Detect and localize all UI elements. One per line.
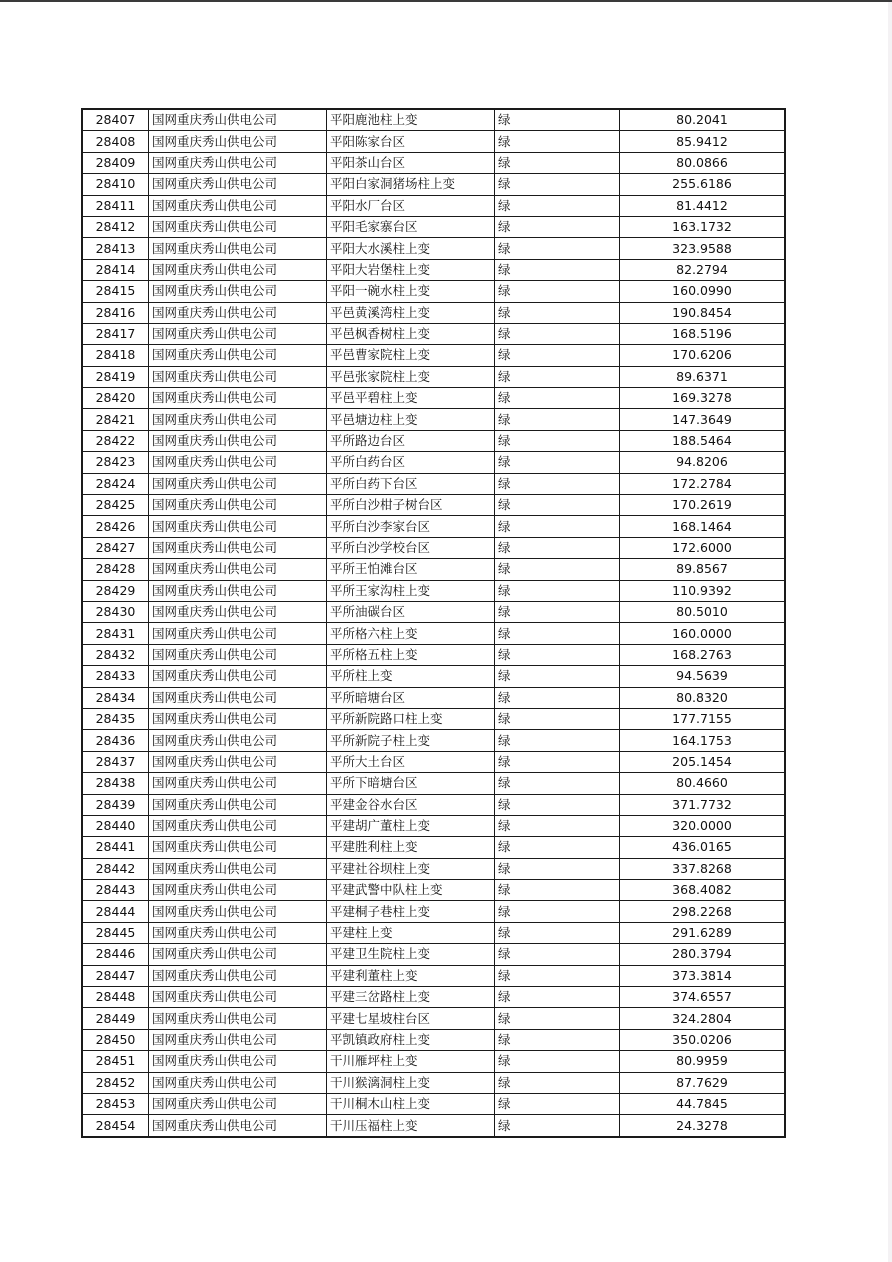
- cell-status-color: 绿: [495, 345, 620, 366]
- data-table: [81, 108, 786, 1138]
- cell-company: 国网重庆秀山供电公司: [149, 815, 327, 836]
- cell-value: 87.7629: [620, 1072, 786, 1093]
- table-row: [82, 773, 785, 794]
- cell-id: 28415: [82, 281, 149, 302]
- cell-value: 168.1464: [620, 516, 786, 537]
- page-right-edge: [888, 2, 892, 1262]
- cell-value: 80.8320: [620, 687, 786, 708]
- cell-status-color: 绿: [495, 259, 620, 280]
- cell-station: 平阳水厂台区: [327, 195, 495, 216]
- cell-status-color: 绿: [495, 152, 620, 173]
- cell-status-color: 绿: [495, 773, 620, 794]
- cell-station: 平建卫生院柱上变: [327, 944, 495, 965]
- cell-value: 89.6371: [620, 366, 786, 387]
- cell-value: 89.8567: [620, 559, 786, 580]
- cell-status-color: 绿: [495, 1008, 620, 1029]
- table-row: [82, 131, 785, 152]
- cell-id: 28447: [82, 965, 149, 986]
- cell-id: 28440: [82, 815, 149, 836]
- table-row: [82, 302, 785, 323]
- cell-value: 373.3814: [620, 965, 786, 986]
- cell-value: 94.8206: [620, 452, 786, 473]
- cell-company: 国网重庆秀山供电公司: [149, 1093, 327, 1114]
- cell-id: 28454: [82, 1115, 149, 1137]
- cell-value: 205.1454: [620, 751, 786, 772]
- cell-company: 国网重庆秀山供电公司: [149, 131, 327, 152]
- table-row: [82, 965, 785, 986]
- cell-station: 平邑黄溪湾柱上变: [327, 302, 495, 323]
- cell-id: 28441: [82, 837, 149, 858]
- table-row: [82, 473, 785, 494]
- cell-value: 168.5196: [620, 323, 786, 344]
- cell-id: 28409: [82, 152, 149, 173]
- cell-id: 28410: [82, 174, 149, 195]
- cell-company: 国网重庆秀山供电公司: [149, 1008, 327, 1029]
- table-row: [82, 880, 785, 901]
- cell-id: 28449: [82, 1008, 149, 1029]
- table-row: [82, 174, 785, 195]
- cell-status-color: 绿: [495, 1115, 620, 1137]
- cell-id: 28452: [82, 1072, 149, 1093]
- cell-id: 28422: [82, 430, 149, 451]
- table-row: [82, 1008, 785, 1029]
- cell-station: 平阳白家洞猪场柱上变: [327, 174, 495, 195]
- cell-value: 81.4412: [620, 195, 786, 216]
- cell-company: 国网重庆秀山供电公司: [149, 858, 327, 879]
- cell-status-color: 绿: [495, 216, 620, 237]
- cell-id: 28439: [82, 794, 149, 815]
- cell-value: 164.1753: [620, 730, 786, 751]
- cell-station: 平邑张家院柱上变: [327, 366, 495, 387]
- cell-id: 28421: [82, 409, 149, 430]
- cell-status-color: 绿: [495, 174, 620, 195]
- cell-station: 平所路边台区: [327, 430, 495, 451]
- table-row: [82, 109, 785, 131]
- cell-id: 28433: [82, 666, 149, 687]
- table-row: [82, 580, 785, 601]
- cell-status-color: 绿: [495, 987, 620, 1008]
- cell-station: 平建利董柱上变: [327, 965, 495, 986]
- cell-value: 170.6206: [620, 345, 786, 366]
- cell-station: 平建胡广董柱上变: [327, 815, 495, 836]
- cell-status-color: 绿: [495, 1051, 620, 1072]
- table-row: [82, 152, 785, 173]
- cell-station: 平所王家沟柱上变: [327, 580, 495, 601]
- cell-value: 368.4082: [620, 880, 786, 901]
- cell-status-color: 绿: [495, 109, 620, 131]
- table-row: [82, 409, 785, 430]
- cell-status-color: 绿: [495, 430, 620, 451]
- cell-company: 国网重庆秀山供电公司: [149, 345, 327, 366]
- cell-company: 国网重庆秀山供电公司: [149, 259, 327, 280]
- table-row: [82, 259, 785, 280]
- cell-id: 28407: [82, 109, 149, 131]
- table-row: [82, 366, 785, 387]
- cell-station: 平建金谷水台区: [327, 794, 495, 815]
- table-row: [82, 452, 785, 473]
- cell-company: 国网重庆秀山供电公司: [149, 537, 327, 558]
- cell-id: 28416: [82, 302, 149, 323]
- cell-id: 28431: [82, 623, 149, 644]
- cell-status-color: 绿: [495, 473, 620, 494]
- cell-station: 干川压福柱上变: [327, 1115, 495, 1137]
- cell-status-color: 绿: [495, 815, 620, 836]
- table-row: [82, 323, 785, 344]
- cell-station: 平所王怕滩台区: [327, 559, 495, 580]
- cell-station: 平所暗塘台区: [327, 687, 495, 708]
- table-row: [82, 644, 785, 665]
- table-row: [82, 559, 785, 580]
- table-row: [82, 1072, 785, 1093]
- cell-status-color: 绿: [495, 1093, 620, 1114]
- table-row: [82, 623, 785, 644]
- table-row: [82, 815, 785, 836]
- cell-station: 平阳鹿池柱上变: [327, 109, 495, 131]
- cell-company: 国网重庆秀山供电公司: [149, 623, 327, 644]
- cell-station: 平建武警中队柱上变: [327, 880, 495, 901]
- cell-value: 80.9959: [620, 1051, 786, 1072]
- cell-id: 28420: [82, 388, 149, 409]
- cell-value: 172.6000: [620, 537, 786, 558]
- table-row: [82, 601, 785, 622]
- cell-company: 国网重庆秀山供电公司: [149, 644, 327, 665]
- cell-value: 94.5639: [620, 666, 786, 687]
- table-row: [82, 708, 785, 729]
- cell-company: 国网重庆秀山供电公司: [149, 216, 327, 237]
- cell-company: 国网重庆秀山供电公司: [149, 409, 327, 430]
- cell-station: 平邑曹家院柱上变: [327, 345, 495, 366]
- cell-status-color: 绿: [495, 537, 620, 558]
- page-top-border: [0, 0, 892, 2]
- cell-company: 国网重庆秀山供电公司: [149, 965, 327, 986]
- cell-company: 国网重庆秀山供电公司: [149, 794, 327, 815]
- table-row: [82, 687, 785, 708]
- cell-value: 291.6289: [620, 922, 786, 943]
- cell-status-color: 绿: [495, 388, 620, 409]
- cell-company: 国网重庆秀山供电公司: [149, 238, 327, 259]
- cell-id: 28430: [82, 601, 149, 622]
- cell-station: 平建七星坡柱台区: [327, 1008, 495, 1029]
- cell-id: 28417: [82, 323, 149, 344]
- table-row: [82, 1093, 785, 1114]
- cell-status-color: 绿: [495, 452, 620, 473]
- table-row: [82, 216, 785, 237]
- cell-station: 平所新院路口柱上变: [327, 708, 495, 729]
- cell-station: 平阳大水溪柱上变: [327, 238, 495, 259]
- cell-value: 172.2784: [620, 473, 786, 494]
- cell-value: 82.2794: [620, 259, 786, 280]
- cell-company: 国网重庆秀山供电公司: [149, 302, 327, 323]
- table-row: [82, 281, 785, 302]
- cell-status-color: 绿: [495, 323, 620, 344]
- cell-status-color: 绿: [495, 281, 620, 302]
- cell-station: 平所白沙学校台区: [327, 537, 495, 558]
- cell-status-color: 绿: [495, 880, 620, 901]
- cell-status-color: 绿: [495, 644, 620, 665]
- cell-id: 28414: [82, 259, 149, 280]
- cell-value: 160.0000: [620, 623, 786, 644]
- table-row: [82, 430, 785, 451]
- cell-id: 28424: [82, 473, 149, 494]
- cell-status-color: 绿: [495, 238, 620, 259]
- cell-company: 国网重庆秀山供电公司: [149, 1029, 327, 1050]
- cell-station: 平所格五柱上变: [327, 644, 495, 665]
- cell-value: 170.2619: [620, 495, 786, 516]
- cell-id: 28443: [82, 880, 149, 901]
- cell-company: 国网重庆秀山供电公司: [149, 1072, 327, 1093]
- cell-status-color: 绿: [495, 195, 620, 216]
- cell-value: 169.3278: [620, 388, 786, 409]
- cell-company: 国网重庆秀山供电公司: [149, 152, 327, 173]
- table-body: [82, 109, 785, 1137]
- table-row: [82, 537, 785, 558]
- cell-value: 323.9588: [620, 238, 786, 259]
- cell-company: 国网重庆秀山供电公司: [149, 323, 327, 344]
- cell-station: 平邑平碧柱上变: [327, 388, 495, 409]
- cell-value: 80.0866: [620, 152, 786, 173]
- cell-company: 国网重庆秀山供电公司: [149, 730, 327, 751]
- cell-status-color: 绿: [495, 666, 620, 687]
- cell-value: 24.3278: [620, 1115, 786, 1137]
- cell-company: 国网重庆秀山供电公司: [149, 901, 327, 922]
- cell-status-color: 绿: [495, 559, 620, 580]
- cell-id: 28427: [82, 537, 149, 558]
- cell-station: 平建胜利柱上变: [327, 837, 495, 858]
- cell-company: 国网重庆秀山供电公司: [149, 473, 327, 494]
- cell-company: 国网重庆秀山供电公司: [149, 987, 327, 1008]
- cell-value: 160.0990: [620, 281, 786, 302]
- cell-station: 平所白沙柑子树台区: [327, 495, 495, 516]
- table-row: [82, 1029, 785, 1050]
- cell-status-color: 绿: [495, 1029, 620, 1050]
- table-row: [82, 837, 785, 858]
- cell-value: 147.3649: [620, 409, 786, 430]
- cell-company: 国网重庆秀山供电公司: [149, 430, 327, 451]
- cell-id: 28411: [82, 195, 149, 216]
- table-row: [82, 751, 785, 772]
- cell-station: 干川雁坪柱上变: [327, 1051, 495, 1072]
- cell-station: 平阳毛家寨台区: [327, 216, 495, 237]
- cell-station: 平所格六柱上变: [327, 623, 495, 644]
- table-row: [82, 666, 785, 687]
- cell-value: 324.2804: [620, 1008, 786, 1029]
- cell-status-color: 绿: [495, 495, 620, 516]
- cell-station: 干川桐木山柱上变: [327, 1093, 495, 1114]
- table-row: [82, 858, 785, 879]
- cell-value: 85.9412: [620, 131, 786, 152]
- cell-id: 28453: [82, 1093, 149, 1114]
- cell-station: 平邑枫香树柱上变: [327, 323, 495, 344]
- table-row: [82, 516, 785, 537]
- cell-value: 80.4660: [620, 773, 786, 794]
- cell-id: 28419: [82, 366, 149, 387]
- cell-status-color: 绿: [495, 922, 620, 943]
- cell-id: 28413: [82, 238, 149, 259]
- cell-station: 平建桐子巷柱上变: [327, 901, 495, 922]
- cell-company: 国网重庆秀山供电公司: [149, 580, 327, 601]
- cell-status-color: 绿: [495, 837, 620, 858]
- cell-id: 28450: [82, 1029, 149, 1050]
- cell-company: 国网重庆秀山供电公司: [149, 773, 327, 794]
- cell-id: 28448: [82, 987, 149, 1008]
- cell-company: 国网重庆秀山供电公司: [149, 880, 327, 901]
- cell-id: 28429: [82, 580, 149, 601]
- cell-station: 平阳大岩堡柱上变: [327, 259, 495, 280]
- cell-value: 110.9392: [620, 580, 786, 601]
- cell-station: 平建柱上变: [327, 922, 495, 943]
- cell-company: 国网重庆秀山供电公司: [149, 751, 327, 772]
- cell-id: 28425: [82, 495, 149, 516]
- cell-value: 80.2041: [620, 109, 786, 131]
- cell-status-color: 绿: [495, 751, 620, 772]
- cell-station: 平阳一碗水柱上变: [327, 281, 495, 302]
- cell-company: 国网重庆秀山供电公司: [149, 109, 327, 131]
- cell-id: 28408: [82, 131, 149, 152]
- cell-value: 320.0000: [620, 815, 786, 836]
- table-row: [82, 730, 785, 751]
- cell-company: 国网重庆秀山供电公司: [149, 708, 327, 729]
- cell-value: 337.8268: [620, 858, 786, 879]
- table-row: [82, 195, 785, 216]
- cell-station: 平凯镇政府柱上变: [327, 1029, 495, 1050]
- cell-id: 28434: [82, 687, 149, 708]
- table-row: [82, 944, 785, 965]
- cell-value: 163.1732: [620, 216, 786, 237]
- table-row: [82, 495, 785, 516]
- cell-id: 28451: [82, 1051, 149, 1072]
- cell-id: 28418: [82, 345, 149, 366]
- cell-value: 374.6557: [620, 987, 786, 1008]
- cell-station: 平所白药下台区: [327, 473, 495, 494]
- cell-value: 298.2268: [620, 901, 786, 922]
- cell-station: 平建三岔路柱上变: [327, 987, 495, 1008]
- cell-company: 国网重庆秀山供电公司: [149, 495, 327, 516]
- cell-value: 177.7155: [620, 708, 786, 729]
- table-row: [82, 794, 785, 815]
- cell-status-color: 绿: [495, 730, 620, 751]
- cell-station: 平所新院子柱上变: [327, 730, 495, 751]
- cell-company: 国网重庆秀山供电公司: [149, 452, 327, 473]
- cell-id: 28423: [82, 452, 149, 473]
- cell-id: 28432: [82, 644, 149, 665]
- cell-status-color: 绿: [495, 580, 620, 601]
- cell-company: 国网重庆秀山供电公司: [149, 1051, 327, 1072]
- cell-value: 44.7845: [620, 1093, 786, 1114]
- cell-value: 190.8454: [620, 302, 786, 323]
- cell-station: 平所白沙李家台区: [327, 516, 495, 537]
- cell-station: 平阳陈家台区: [327, 131, 495, 152]
- cell-company: 国网重庆秀山供电公司: [149, 944, 327, 965]
- table-row: [82, 987, 785, 1008]
- cell-company: 国网重庆秀山供电公司: [149, 559, 327, 580]
- table-row: [82, 1051, 785, 1072]
- cell-id: 28444: [82, 901, 149, 922]
- cell-station: 平所柱上变: [327, 666, 495, 687]
- cell-id: 28436: [82, 730, 149, 751]
- cell-company: 国网重庆秀山供电公司: [149, 601, 327, 622]
- cell-id: 28428: [82, 559, 149, 580]
- cell-status-color: 绿: [495, 131, 620, 152]
- cell-id: 28437: [82, 751, 149, 772]
- cell-value: 255.6186: [620, 174, 786, 195]
- cell-company: 国网重庆秀山供电公司: [149, 837, 327, 858]
- cell-station: 平所下暗塘台区: [327, 773, 495, 794]
- cell-id: 28442: [82, 858, 149, 879]
- cell-status-color: 绿: [495, 1072, 620, 1093]
- cell-status-color: 绿: [495, 302, 620, 323]
- table-row: [82, 238, 785, 259]
- table-row: [82, 345, 785, 366]
- cell-status-color: 绿: [495, 601, 620, 622]
- cell-status-color: 绿: [495, 409, 620, 430]
- cell-value: 371.7732: [620, 794, 786, 815]
- cell-company: 国网重庆秀山供电公司: [149, 666, 327, 687]
- cell-id: 28438: [82, 773, 149, 794]
- cell-value: 280.3794: [620, 944, 786, 965]
- cell-status-color: 绿: [495, 366, 620, 387]
- cell-value: 436.0165: [620, 837, 786, 858]
- cell-value: 188.5464: [620, 430, 786, 451]
- cell-company: 国网重庆秀山供电公司: [149, 687, 327, 708]
- cell-value: 80.5010: [620, 601, 786, 622]
- cell-status-color: 绿: [495, 965, 620, 986]
- cell-status-color: 绿: [495, 623, 620, 644]
- cell-status-color: 绿: [495, 687, 620, 708]
- cell-status-color: 绿: [495, 858, 620, 879]
- cell-company: 国网重庆秀山供电公司: [149, 281, 327, 302]
- cell-station: 平阳茶山台区: [327, 152, 495, 173]
- cell-status-color: 绿: [495, 944, 620, 965]
- cell-status-color: 绿: [495, 794, 620, 815]
- cell-station: 干川猴漓洞柱上变: [327, 1072, 495, 1093]
- cell-company: 国网重庆秀山供电公司: [149, 366, 327, 387]
- table-row: [82, 388, 785, 409]
- table-row: [82, 901, 785, 922]
- cell-status-color: 绿: [495, 901, 620, 922]
- cell-id: 28446: [82, 944, 149, 965]
- cell-station: 平所大土台区: [327, 751, 495, 772]
- cell-id: 28426: [82, 516, 149, 537]
- cell-company: 国网重庆秀山供电公司: [149, 516, 327, 537]
- cell-company: 国网重庆秀山供电公司: [149, 1115, 327, 1137]
- cell-station: 平所油碳台区: [327, 601, 495, 622]
- cell-company: 国网重庆秀山供电公司: [149, 174, 327, 195]
- cell-company: 国网重庆秀山供电公司: [149, 388, 327, 409]
- cell-company: 国网重庆秀山供电公司: [149, 922, 327, 943]
- cell-station: 平建社谷坝柱上变: [327, 858, 495, 879]
- cell-status-color: 绿: [495, 516, 620, 537]
- cell-status-color: 绿: [495, 708, 620, 729]
- cell-station: 平邑塘边柱上变: [327, 409, 495, 430]
- cell-id: 28412: [82, 216, 149, 237]
- cell-id: 28445: [82, 922, 149, 943]
- cell-id: 28435: [82, 708, 149, 729]
- table-row: [82, 1115, 785, 1137]
- cell-station: 平所白药台区: [327, 452, 495, 473]
- cell-value: 168.2763: [620, 644, 786, 665]
- cell-value: 350.0206: [620, 1029, 786, 1050]
- table-row: [82, 922, 785, 943]
- cell-company: 国网重庆秀山供电公司: [149, 195, 327, 216]
